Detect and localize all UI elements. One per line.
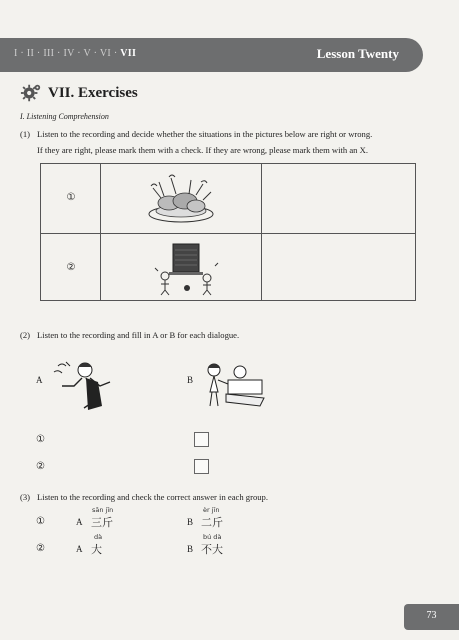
lesson-title: Lesson Twenty: [316, 46, 399, 61]
table-divider: [41, 233, 415, 234]
question-3-number: (3): [20, 492, 31, 502]
answer-box-1[interactable]: [194, 432, 209, 447]
picture-table: [40, 163, 416, 301]
question-2: [20, 329, 239, 341]
group-2-option-a-text[interactable]: 大: [91, 543, 102, 556]
page-number-tab: [404, 604, 459, 630]
question-1-text: Listen to the recording and decide whether the situations in the pictures below are right or wrong.: [37, 129, 373, 139]
page-number: 73: [426, 610, 437, 621]
nav-current-part: VII: [120, 48, 137, 59]
nav-previous-parts: I · II · III · IV · V · VI ·: [14, 48, 118, 59]
gear-icon: [20, 82, 42, 104]
group-2-option-b-letter[interactable]: B: [187, 544, 194, 554]
subsection-heading: I. Listening Comprehension: [20, 112, 109, 121]
group-1-option-b-pinyin: èr jīn: [203, 506, 220, 514]
question-2-number: (2): [20, 330, 31, 340]
section-heading: VII. Exercises: [48, 84, 138, 101]
group-1-option-b-text[interactable]: 二斤: [201, 516, 223, 529]
group-1-option-a-letter[interactable]: A: [76, 517, 83, 527]
group-2-number: ②: [36, 543, 45, 554]
group-1-option-b-letter[interactable]: B: [187, 517, 194, 527]
option-b-label: B: [187, 375, 194, 385]
question-3-text: Listen to the recording and check the correct answer in each group.: [37, 492, 268, 502]
row-2-label: ②: [66, 262, 76, 273]
question-2-text: Listen to the recording and fill in A or B for each dialogue.: [37, 330, 240, 340]
row-1-label: ①: [66, 192, 76, 203]
group-2-option-b-text[interactable]: 不大: [201, 543, 223, 556]
group-1-option-a-pinyin: sān jīn: [92, 506, 114, 514]
television-picture: [151, 238, 221, 296]
dialogue-1-label: ①: [36, 434, 45, 445]
group-1-number: ①: [36, 516, 45, 527]
answer-box-2[interactable]: [194, 459, 209, 474]
group-1-option-a-text[interactable]: 三斤: [91, 516, 113, 529]
option-a-label: A: [36, 375, 43, 385]
question-1-line-2: If they are right, please mark them with a check. If they are wrong, please mark them with an X.: [37, 145, 368, 155]
lesson-part-nav: [14, 48, 136, 59]
group-2-option-a-letter[interactable]: A: [76, 544, 83, 554]
group-2-option-b-pinyin: bú dà: [203, 533, 222, 541]
table-divider: [261, 164, 262, 300]
crab-plate-picture: [141, 170, 221, 226]
man-shouting-picture: [52, 356, 114, 414]
question-1-number: (1): [20, 129, 31, 139]
question-3: [20, 491, 268, 503]
hospital-visit-picture: [200, 358, 266, 410]
group-2-option-a-pinyin: dà: [94, 533, 103, 541]
section-title: [20, 82, 138, 104]
table-divider: [100, 164, 101, 300]
page-header: [0, 38, 423, 72]
dialogue-2-label: ②: [36, 461, 45, 472]
question-1-line-1: [20, 128, 372, 140]
